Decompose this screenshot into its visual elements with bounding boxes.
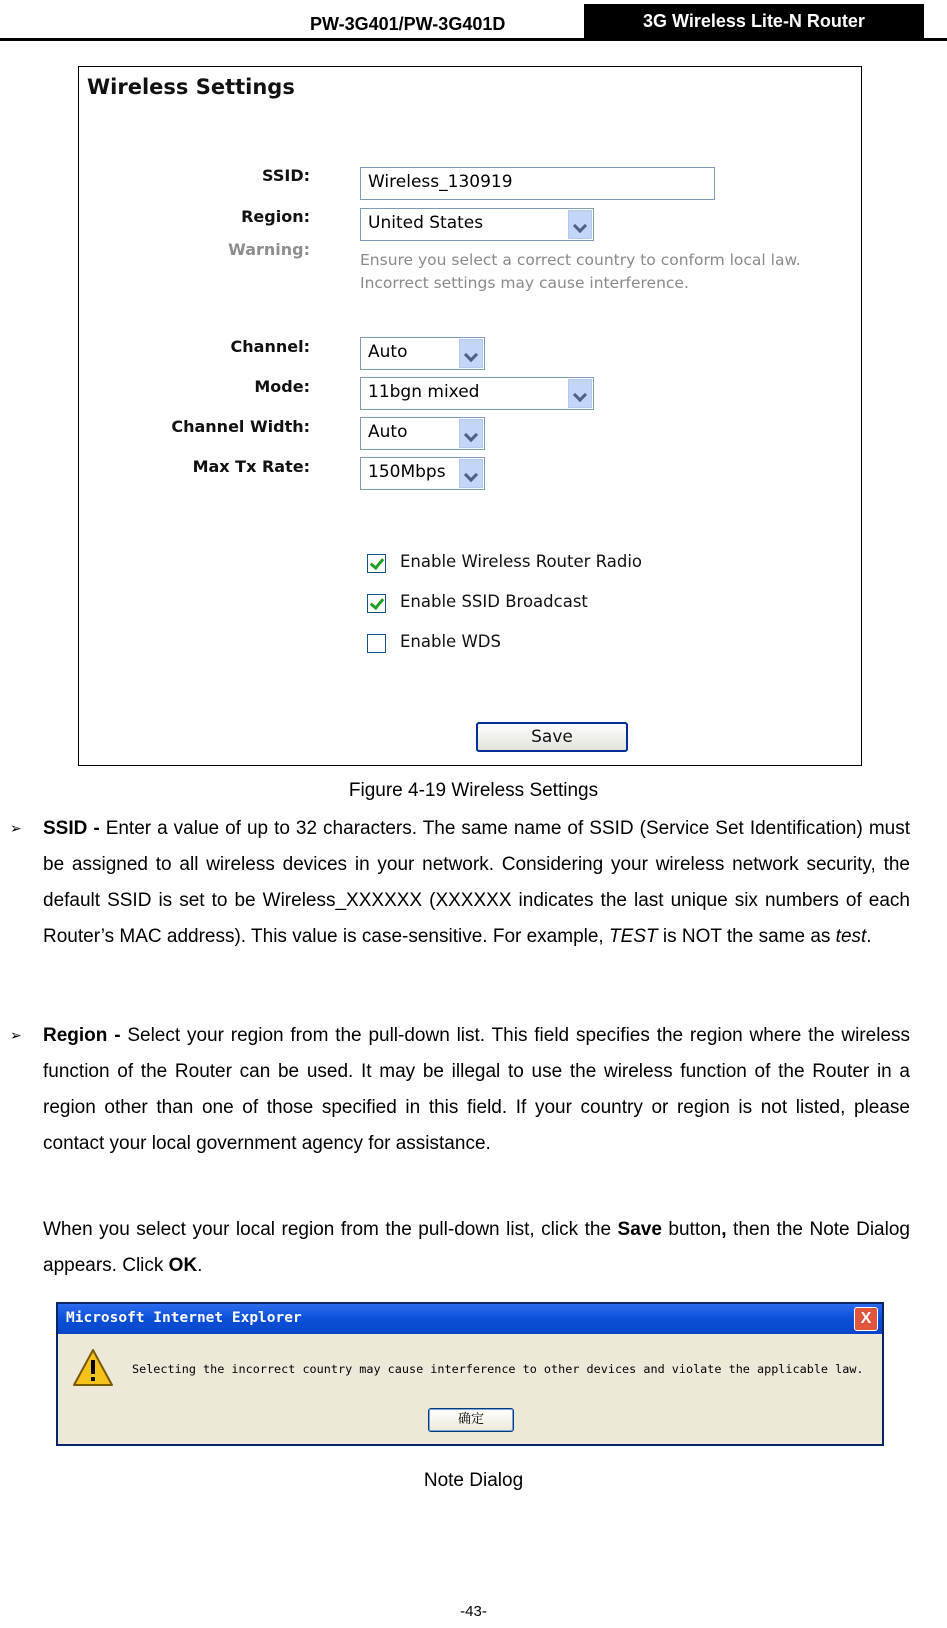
- warning-label: Warning:: [228, 240, 310, 259]
- warning-line-2: Incorrect settings may cause interference.: [360, 274, 689, 292]
- header-model: PW-3G401/PW-3G401D: [310, 14, 506, 34]
- save-button[interactable]: Save: [476, 722, 628, 752]
- page-header: [0, 0, 947, 42]
- header-rule: [0, 38, 947, 41]
- enable-ssid-broadcast-checkbox[interactable]: [367, 594, 386, 613]
- ssid-label: SSID:: [262, 166, 310, 185]
- wireless-settings-title: Wireless Settings: [87, 75, 295, 99]
- region-label: Region:: [241, 207, 310, 226]
- note-save-term: Save: [617, 1219, 662, 1240]
- mode-select[interactable]: [360, 377, 594, 410]
- max-tx-rate-value: 150Mbps: [368, 462, 446, 482]
- note-comma: ,: [721, 1219, 727, 1240]
- mode-value: 11bgn mixed: [368, 382, 480, 402]
- dialog-message: Selecting the incorrect country may cause interference to other devices and violate the applicable law.: [132, 1362, 864, 1376]
- close-icon[interactable]: X: [854, 1307, 878, 1331]
- chevron-down-icon[interactable]: [568, 379, 592, 408]
- note-dialog-screenshot: [56, 1302, 884, 1446]
- region-term: Region -: [43, 1025, 121, 1046]
- dialog-title-bar: [58, 1304, 882, 1334]
- note-description: [43, 1212, 910, 1284]
- ssid-text-3: .: [866, 926, 872, 947]
- channel-width-label: Channel Width:: [171, 417, 310, 436]
- ssid-example-upper: TEST: [609, 926, 658, 947]
- channel-select[interactable]: [360, 337, 485, 370]
- dialog-caption: Note Dialog: [423, 1470, 524, 1491]
- enable-wds-label: Enable WDS: [400, 632, 501, 651]
- enable-radio-checkbox[interactable]: [367, 554, 386, 573]
- warning-line-1: Ensure you select a correct country to conform local law.: [360, 251, 801, 269]
- mode-label: Mode:: [254, 377, 310, 396]
- ssid-description: [43, 811, 910, 955]
- chevron-down-icon[interactable]: [459, 419, 483, 448]
- enable-ssid-broadcast-label: Enable SSID Broadcast: [400, 592, 588, 611]
- region-select[interactable]: [360, 208, 594, 241]
- ssid-text-1: Enter a value of up to 32 characters. The same name of SSID (Service Set Identification) must be assigned to all wireless devices in your network. Considering your wireless network security, the default SSID is set to be Wireless_XXXXXX (XXXXXX indicates the last unique six numbers of each Router’s MAC address). This value is case-sensitive. For example,: [43, 818, 911, 947]
- channel-value: Auto: [368, 342, 408, 362]
- region-text: Select your region from the pull-down list. This field specifies the region where the wireless function of the Router can be used. It may be illegal to use the wireless function of the Router in a region other than one of those specified in this field. If your country or region is not listed, please contact your local government agency for assistance.: [43, 1025, 910, 1154]
- note-text-3: then the Note Dialog appears. Click: [43, 1219, 910, 1276]
- chevron-down-icon[interactable]: [459, 459, 483, 488]
- wireless-settings-screenshot: [78, 66, 862, 766]
- warning-icon: [72, 1348, 114, 1388]
- max-tx-rate-label: Max Tx Rate:: [192, 457, 310, 476]
- page-number: -43-: [460, 1603, 487, 1620]
- channel-label: Channel:: [230, 337, 310, 356]
- ssid-input[interactable]: Wireless_130919: [360, 167, 715, 200]
- chevron-down-icon[interactable]: [459, 339, 483, 368]
- channel-width-value: Auto: [368, 422, 408, 442]
- warning-text: [360, 249, 801, 295]
- region-description: [43, 1018, 910, 1162]
- bullet-icon: ➢: [10, 820, 22, 836]
- note-ok-term: OK: [168, 1255, 198, 1276]
- note-text-2: button: [661, 1219, 722, 1240]
- ssid-term: SSID -: [43, 818, 100, 839]
- note-text-1: When you select your local region from the pull-down list, click the: [43, 1219, 618, 1240]
- chevron-down-icon[interactable]: [568, 210, 592, 239]
- enable-radio-label: Enable Wireless Router Radio: [400, 552, 643, 571]
- dialog-title: Microsoft Internet Explorer: [66, 1310, 302, 1326]
- max-tx-rate-select[interactable]: [360, 457, 485, 490]
- enable-wds-checkbox[interactable]: [367, 634, 386, 653]
- bullet-icon: ➢: [10, 1027, 22, 1043]
- note-text-4: .: [197, 1255, 203, 1276]
- channel-width-select[interactable]: [360, 417, 485, 450]
- ok-button[interactable]: 确定: [428, 1408, 514, 1432]
- ssid-text-2: is NOT the same as: [657, 926, 836, 947]
- ssid-example-lower: test: [835, 926, 867, 947]
- header-product: 3G Wireless Lite-N Router: [584, 4, 924, 38]
- figure-caption: Figure 4-19 Wireless Settings: [348, 780, 599, 801]
- region-value: United States: [368, 213, 484, 233]
